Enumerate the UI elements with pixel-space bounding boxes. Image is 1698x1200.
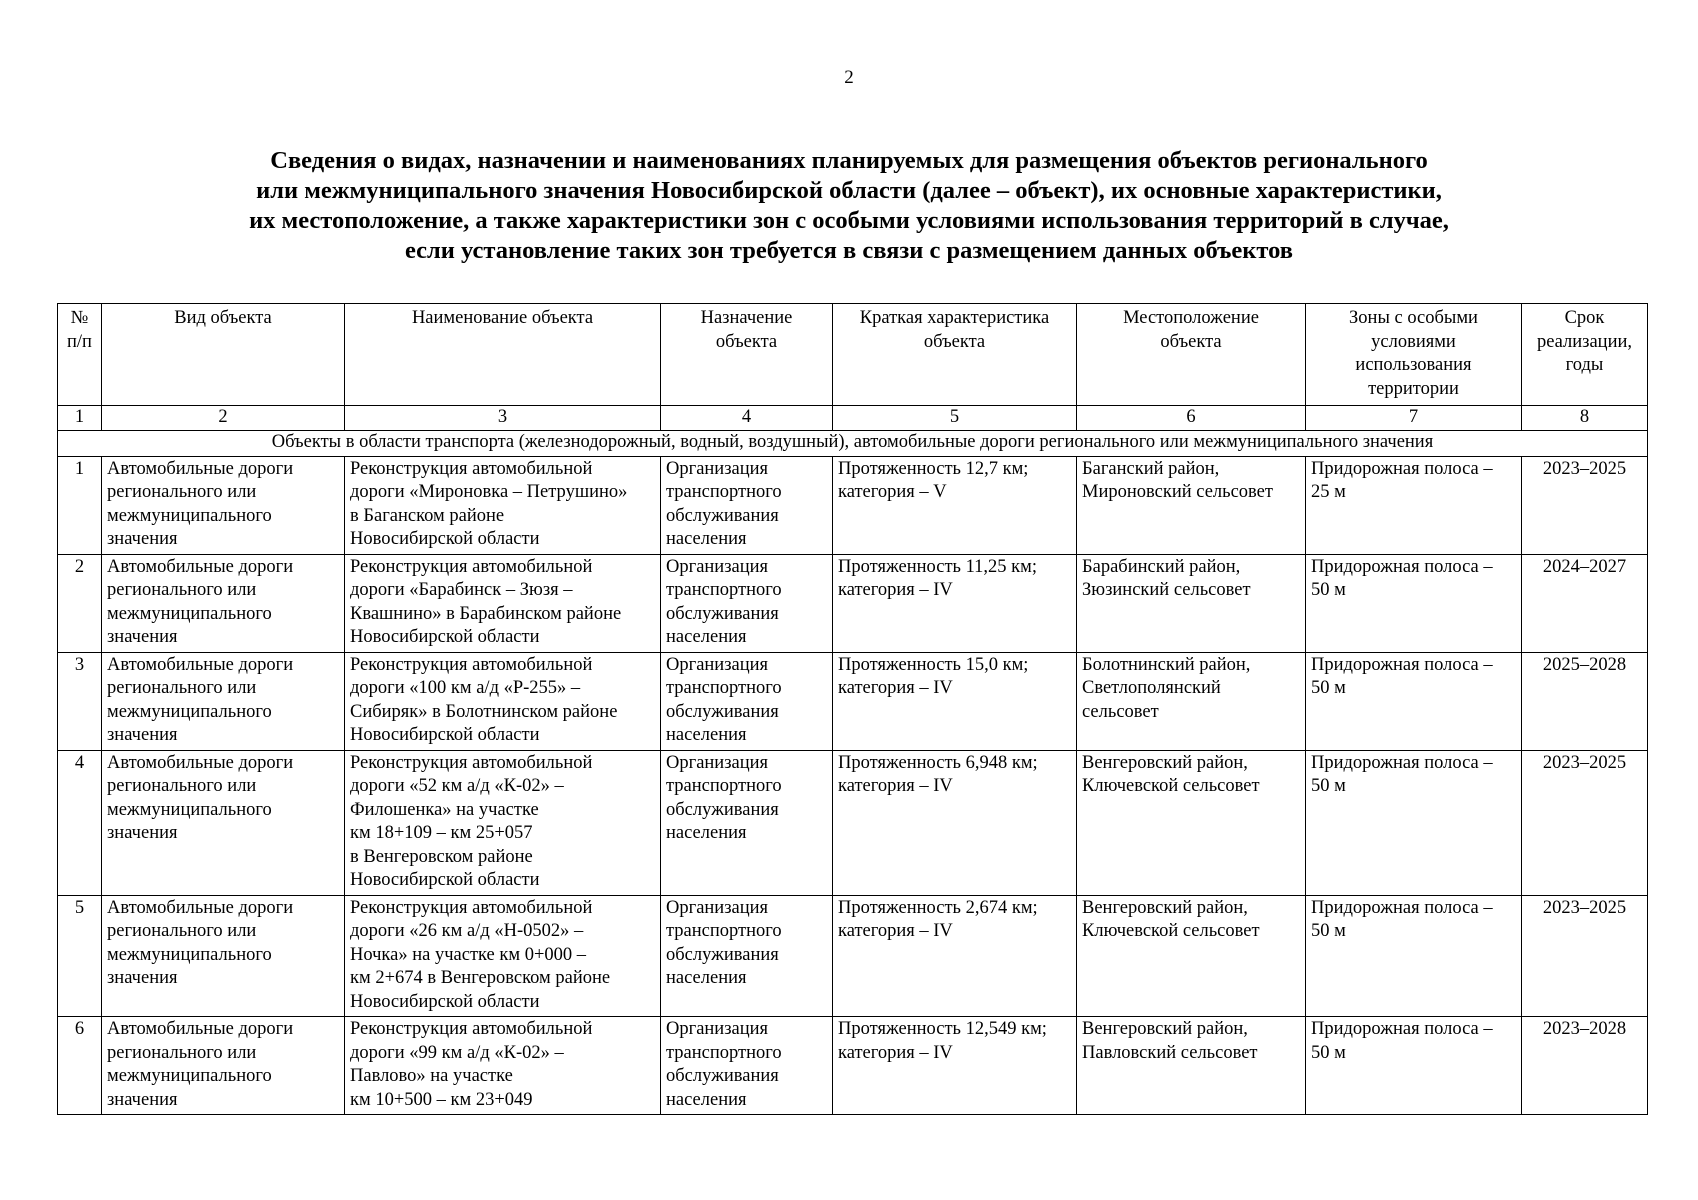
column-number-cell bbox=[833, 406, 1077, 431]
page-number: 2 bbox=[844, 67, 854, 88]
title-line: Сведения о видах, назначении и наименованиях планируемых для размещения объектов регионального bbox=[270, 147, 1428, 174]
object-type bbox=[102, 750, 345, 895]
column-number-cell-line: 2 bbox=[218, 407, 228, 427]
object-name-line: Новосибирской области bbox=[350, 529, 540, 549]
special-zones-line: 50 м bbox=[1311, 1042, 1346, 1063]
object-location-line: Венгеровский район, bbox=[1082, 1019, 1248, 1039]
header-cell-line: Наименование объекта bbox=[411, 308, 594, 328]
header-cell-line: реализации, bbox=[1536, 331, 1633, 352]
table-body bbox=[58, 304, 1648, 1115]
object-purpose-line: обслуживания bbox=[666, 701, 779, 722]
object-type-line: значения bbox=[107, 725, 178, 745]
implementation-period bbox=[1522, 652, 1648, 750]
header-cell-line: п/п bbox=[67, 331, 92, 352]
section-title bbox=[58, 430, 1648, 456]
special-zones-line: Придорожная полоса – bbox=[1311, 458, 1493, 479]
section-title-line: Объекты в области транспорта (железнодорожный, водный, воздушный), автомобильные дороги регионального или межмуниципального значения bbox=[271, 431, 1434, 452]
header-cell-line: Зоны с особыми bbox=[1349, 308, 1478, 328]
header-cell bbox=[1077, 304, 1306, 406]
special-zones-line: 50 м bbox=[1311, 921, 1346, 941]
object-location bbox=[1077, 750, 1306, 895]
object-name bbox=[345, 750, 661, 895]
object-characteristic-line: Протяженность 11,25 км; bbox=[838, 556, 1037, 577]
column-number-cell bbox=[345, 406, 661, 431]
header-cell bbox=[58, 304, 102, 406]
object-characteristic-line: категория – IV bbox=[838, 580, 953, 600]
header-cell-line: Назначение bbox=[700, 308, 793, 328]
object-purpose-line: Организация bbox=[666, 1019, 769, 1039]
title-line: их местоположение, а также характеристики зон с особыми условиями использования территорий в случае, bbox=[249, 207, 1449, 234]
column-number-cell bbox=[1522, 406, 1648, 431]
object-name-line: дороги «Мироновка – Петрушино» bbox=[350, 482, 628, 502]
object-name-line: в Баганском районе bbox=[350, 505, 505, 526]
object-type-line: Автомобильные дороги bbox=[107, 458, 294, 479]
object-type-line: Автомобильные дороги bbox=[107, 752, 294, 773]
object-purpose-line: Организация bbox=[666, 897, 769, 918]
object-type-line: значения bbox=[107, 1089, 178, 1110]
header-cell bbox=[345, 304, 661, 406]
object-type-line: межмуниципального bbox=[107, 1066, 272, 1086]
object-characteristic-line: категория – IV bbox=[838, 678, 953, 698]
object-location bbox=[1077, 1017, 1306, 1115]
object-purpose bbox=[661, 652, 833, 750]
object-purpose bbox=[661, 1017, 833, 1115]
object-name-line: Реконструкция автомобильной bbox=[350, 458, 593, 479]
object-type-line: значения bbox=[107, 627, 178, 647]
title-line: или межмуниципального значения Новосибирской области (далее – объект), их основные характеристики, bbox=[256, 177, 1442, 204]
object-purpose-line: обслуживания bbox=[666, 799, 779, 820]
object-name-line: км 10+500 – км 23+049 bbox=[350, 1089, 533, 1110]
object-type-line: регионального или bbox=[107, 1042, 257, 1063]
object-type-line: Автомобильные дороги bbox=[107, 897, 294, 918]
object-purpose-line: Организация bbox=[666, 458, 769, 479]
object-type-line: межмуниципального bbox=[107, 505, 272, 526]
table-row bbox=[58, 456, 1648, 554]
header-cell-line: объекта bbox=[1160, 331, 1222, 352]
object-name-line: дороги «Барабинск – Зюзя – bbox=[350, 580, 573, 600]
object-location-line: Венгеровский район, bbox=[1082, 752, 1248, 773]
object-characteristic-line: Протяженность 2,674 км; bbox=[838, 897, 1038, 918]
implementation-period bbox=[1522, 750, 1648, 895]
row-number bbox=[58, 554, 102, 652]
object-purpose-line: Организация bbox=[666, 752, 769, 773]
object-type-line: межмуниципального bbox=[107, 944, 272, 965]
implementation-period-line: 2023–2028 bbox=[1542, 1019, 1627, 1039]
object-purpose-line: населения bbox=[666, 1089, 747, 1110]
object-purpose bbox=[661, 895, 833, 1017]
object-name-line: дороги «26 км а/д «Н-0502» – bbox=[350, 921, 584, 941]
object-name-line: Реконструкция автомобильной bbox=[350, 654, 593, 675]
table-row bbox=[58, 1017, 1648, 1115]
object-characteristic-line: категория – IV bbox=[838, 1042, 953, 1063]
implementation-period bbox=[1522, 895, 1648, 1017]
object-name-line: Новосибирской области bbox=[350, 627, 540, 647]
special-zones-line: 25 м bbox=[1311, 482, 1346, 502]
special-zones-line: 50 м bbox=[1311, 678, 1346, 698]
object-type-line: значения bbox=[107, 823, 178, 843]
object-type-line: регионального или bbox=[107, 776, 257, 796]
column-number-cell-line: 3 bbox=[497, 407, 508, 427]
object-name-line: Реконструкция автомобильной bbox=[350, 897, 593, 918]
object-purpose-line: населения bbox=[666, 823, 747, 843]
object-name bbox=[345, 456, 661, 554]
object-characteristic bbox=[833, 456, 1077, 554]
object-name bbox=[345, 1017, 661, 1115]
object-name-line: Сибиряк» в Болотнинском районе bbox=[350, 701, 618, 722]
column-number-cell-line: 5 bbox=[949, 407, 960, 427]
object-purpose-line: транспортного bbox=[666, 482, 782, 502]
table-row bbox=[58, 554, 1648, 652]
column-number-cell-line: 6 bbox=[1186, 407, 1196, 427]
column-number-cell bbox=[1077, 406, 1306, 431]
object-name bbox=[345, 895, 661, 1017]
object-characteristic bbox=[833, 1017, 1077, 1115]
special-zones-line: 50 м bbox=[1311, 580, 1346, 600]
row-number-line: 2 bbox=[74, 556, 85, 577]
implementation-period-line: 2023–2025 bbox=[1542, 458, 1627, 479]
title-line: если установление таких зон требуется в связи с размещением данных объектов bbox=[404, 237, 1294, 264]
object-location-line: Баганский район, bbox=[1082, 458, 1220, 479]
row-number-line: 5 bbox=[74, 897, 85, 918]
object-location bbox=[1077, 456, 1306, 554]
object-purpose-line: транспортного bbox=[666, 580, 782, 600]
column-number-cell-line: 4 bbox=[741, 407, 752, 427]
object-name-line: Новосибирской области bbox=[350, 991, 540, 1012]
object-characteristic-line: Протяженность 12,7 км; bbox=[838, 458, 1029, 479]
special-zones-line: Придорожная полоса – bbox=[1311, 556, 1493, 577]
special-zones-line: Придорожная полоса – bbox=[1311, 897, 1493, 918]
object-name-line: Филошенка» на участке bbox=[350, 799, 539, 820]
object-location-line: Ключевской сельсовет bbox=[1082, 776, 1260, 796]
header-cell-line: Срок bbox=[1564, 308, 1605, 328]
row-number-line: 1 bbox=[74, 458, 85, 479]
header-cell bbox=[833, 304, 1077, 406]
object-location-line: сельсовет bbox=[1082, 701, 1159, 722]
row-number bbox=[58, 750, 102, 895]
column-number-cell bbox=[1306, 406, 1522, 431]
object-type bbox=[102, 652, 345, 750]
special-zones bbox=[1306, 554, 1522, 652]
row-number-line: 4 bbox=[74, 752, 85, 773]
special-zones-line: Придорожная полоса – bbox=[1311, 752, 1493, 773]
object-name-line: Новосибирской области bbox=[350, 725, 540, 745]
object-purpose-line: транспортного bbox=[666, 921, 782, 941]
object-location bbox=[1077, 554, 1306, 652]
document-title bbox=[100, 146, 1598, 266]
object-purpose-line: транспортного bbox=[666, 678, 782, 698]
object-type-line: регионального или bbox=[107, 921, 257, 941]
header-cell-line: Краткая характеристика bbox=[859, 308, 1050, 328]
object-purpose-line: транспортного bbox=[666, 1042, 782, 1063]
object-location-line: Венгеровский район, bbox=[1082, 897, 1248, 918]
header-cell-line: Местоположение bbox=[1123, 308, 1259, 328]
row-number bbox=[58, 895, 102, 1017]
object-characteristic-line: Протяженность 6,948 км; bbox=[838, 752, 1038, 773]
object-type-line: регионального или bbox=[107, 482, 257, 502]
special-zones-line: Придорожная полоса – bbox=[1311, 1019, 1493, 1039]
special-zones bbox=[1306, 750, 1522, 895]
object-type-line: межмуниципального bbox=[107, 603, 272, 624]
object-name-line: Реконструкция автомобильной bbox=[350, 752, 593, 773]
column-number-cell-line: 1 bbox=[74, 407, 85, 427]
object-characteristic bbox=[833, 750, 1077, 895]
object-purpose-line: транспортного bbox=[666, 776, 782, 796]
object-name-line: Реконструкция автомобильной bbox=[350, 556, 593, 577]
object-type bbox=[102, 895, 345, 1017]
object-type-line: значения bbox=[107, 968, 178, 988]
object-purpose-line: Организация bbox=[666, 556, 769, 577]
object-name-line: Реконструкция автомобильной bbox=[350, 1019, 593, 1039]
object-characteristic-line: категория – IV bbox=[838, 776, 953, 796]
implementation-period-line: 2025–2028 bbox=[1542, 654, 1627, 675]
special-zones-line: Придорожная полоса – bbox=[1311, 654, 1493, 675]
header-cell bbox=[661, 304, 833, 406]
header-cell-line: объекта bbox=[715, 331, 778, 352]
object-characteristic bbox=[833, 652, 1077, 750]
object-characteristic-line: Протяженность 15,0 км; bbox=[838, 654, 1029, 675]
header-cell bbox=[102, 304, 345, 406]
object-type-line: межмуниципального bbox=[107, 799, 272, 820]
implementation-period-line: 2024–2027 bbox=[1542, 556, 1627, 577]
object-purpose-line: населения bbox=[666, 725, 747, 745]
object-type-line: Автомобильные дороги bbox=[107, 556, 294, 577]
object-name-line: дороги «100 км а/д «Р-255» – bbox=[350, 678, 581, 698]
object-location-line: Павловский сельсовет bbox=[1082, 1042, 1258, 1063]
header-row bbox=[58, 304, 1648, 406]
header-cell-line: территории bbox=[1368, 378, 1459, 399]
row-number bbox=[58, 1017, 102, 1115]
object-characteristic-line: категория – V bbox=[838, 482, 947, 502]
object-type-line: регионального или bbox=[107, 580, 257, 600]
object-characteristic bbox=[833, 554, 1077, 652]
object-name-line: Квашнино» в Барабинском районе bbox=[350, 603, 622, 624]
object-name-line: Ночка» на участке км 0+000 – bbox=[350, 944, 587, 965]
object-name-line: Новосибирской области bbox=[350, 870, 540, 890]
object-purpose-line: обслуживания bbox=[666, 505, 779, 526]
column-number-row bbox=[58, 406, 1648, 431]
column-number-cell bbox=[102, 406, 345, 431]
object-purpose bbox=[661, 750, 833, 895]
object-location-line: Болотнинский район, bbox=[1082, 654, 1251, 675]
object-name-line: в Венгеровском районе bbox=[350, 846, 533, 867]
object-type bbox=[102, 456, 345, 554]
special-zones bbox=[1306, 652, 1522, 750]
implementation-period bbox=[1522, 456, 1648, 554]
object-location-line: Зюзинский сельсовет bbox=[1082, 580, 1251, 600]
object-type-line: Автомобильные дороги bbox=[107, 654, 294, 675]
object-name-line: дороги «99 км а/д «К-02» – bbox=[350, 1042, 564, 1063]
object-purpose bbox=[661, 456, 833, 554]
header-cell-line: условиями bbox=[1371, 331, 1456, 352]
object-purpose-line: обслуживания bbox=[666, 1066, 779, 1086]
object-purpose-line: обслуживания bbox=[666, 944, 779, 965]
implementation-period-line: 2023–2025 bbox=[1542, 897, 1627, 918]
column-number-cell bbox=[661, 406, 833, 431]
column-number-cell-line: 7 bbox=[1408, 407, 1419, 427]
object-type bbox=[102, 554, 345, 652]
object-characteristic bbox=[833, 895, 1077, 1017]
object-name-line: км 18+109 – км 25+057 bbox=[350, 823, 533, 843]
object-type bbox=[102, 1017, 345, 1115]
objects-table bbox=[57, 303, 1648, 1115]
object-type-line: значения bbox=[107, 529, 178, 549]
table-row bbox=[58, 750, 1648, 895]
special-zones bbox=[1306, 456, 1522, 554]
row-number-line: 6 bbox=[74, 1019, 85, 1039]
object-type-line: Автомобильные дороги bbox=[107, 1019, 294, 1039]
object-name-line: км 2+674 в Венгеровском районе bbox=[350, 968, 611, 988]
column-number-cell bbox=[58, 406, 102, 431]
implementation-period bbox=[1522, 554, 1648, 652]
section-row bbox=[58, 430, 1648, 456]
row-number-line: 3 bbox=[74, 654, 85, 675]
object-name-line: Павлово» на участке bbox=[350, 1066, 513, 1086]
object-name bbox=[345, 652, 661, 750]
object-characteristic-line: категория – IV bbox=[838, 921, 953, 941]
special-zones bbox=[1306, 895, 1522, 1017]
object-purpose-line: населения bbox=[666, 529, 747, 549]
object-location-line: Светлополянский bbox=[1082, 678, 1221, 698]
header-cell-line: объекта bbox=[923, 331, 986, 352]
row-number bbox=[58, 456, 102, 554]
object-location bbox=[1077, 652, 1306, 750]
special-zones-line: 50 м bbox=[1311, 776, 1346, 796]
header-cell-line: Вид объекта bbox=[174, 308, 272, 328]
object-name-line: дороги «52 км а/д «К-02» – bbox=[350, 776, 564, 796]
object-location-line: Ключевской сельсовет bbox=[1082, 921, 1260, 941]
column-number-cell-line: 8 bbox=[1579, 407, 1590, 427]
implementation-period bbox=[1522, 1017, 1648, 1115]
special-zones bbox=[1306, 1017, 1522, 1115]
object-purpose-line: населения bbox=[666, 968, 747, 988]
table-row bbox=[58, 652, 1648, 750]
row-number bbox=[58, 652, 102, 750]
object-purpose-line: населения bbox=[666, 627, 747, 647]
object-characteristic-line: Протяженность 12,549 км; bbox=[838, 1019, 1047, 1039]
header-cell bbox=[1522, 304, 1648, 406]
header-cell-line: № bbox=[70, 308, 89, 328]
object-type-line: межмуниципального bbox=[107, 701, 272, 722]
header-cell-line: годы bbox=[1565, 355, 1604, 375]
implementation-period-line: 2023–2025 bbox=[1542, 752, 1627, 773]
object-name bbox=[345, 554, 661, 652]
object-purpose-line: Организация bbox=[666, 654, 769, 675]
header-cell-line: использования bbox=[1355, 355, 1472, 375]
object-purpose-line: обслуживания bbox=[666, 603, 779, 624]
object-location-line: Мироновский сельсовет bbox=[1082, 482, 1273, 502]
object-purpose bbox=[661, 554, 833, 652]
object-location bbox=[1077, 895, 1306, 1017]
header-cell bbox=[1306, 304, 1522, 406]
object-location-line: Барабинский район, bbox=[1082, 556, 1241, 577]
object-type-line: регионального или bbox=[107, 678, 257, 698]
table-row bbox=[58, 895, 1648, 1017]
